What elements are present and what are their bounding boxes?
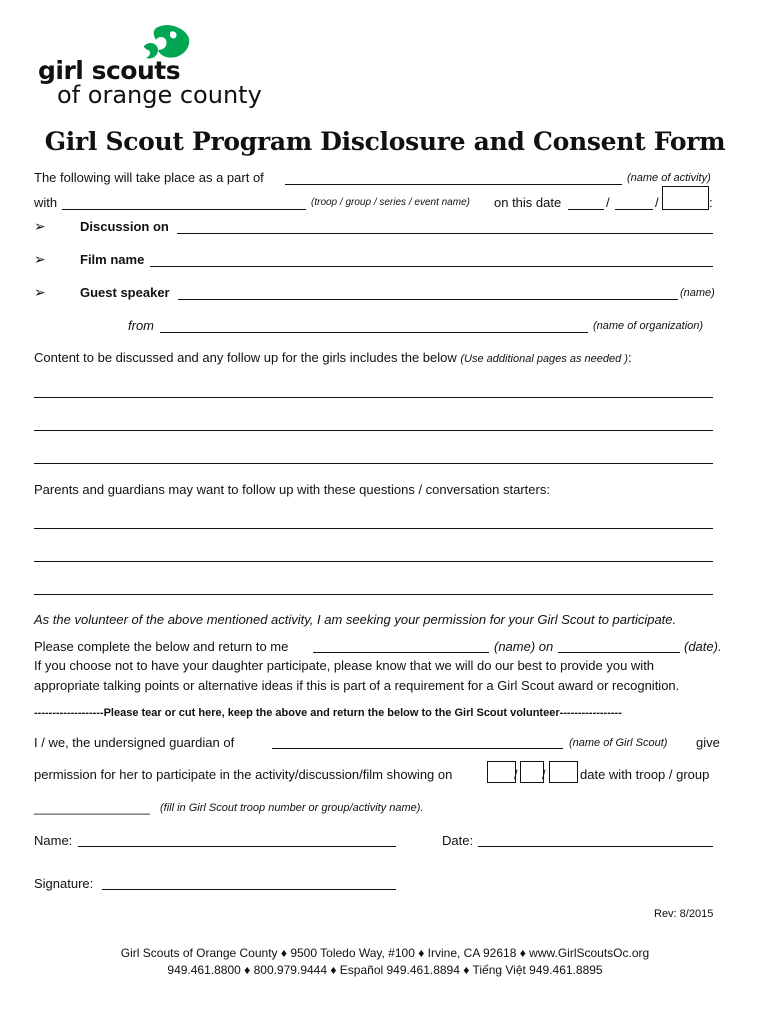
with-label: with — [34, 195, 58, 210]
questions-line[interactable] — [34, 528, 713, 529]
organization-hint: (name of organization) — [593, 320, 704, 332]
return-name-label: (name) on — [494, 639, 554, 654]
return-date-field[interactable] — [558, 652, 680, 653]
speaker-hint: (name) — [680, 287, 715, 299]
film-field[interactable] — [150, 266, 713, 267]
content-text: Content to be discussed and any follow up for the girls includes the below (Use additional pages as needed ): — [34, 350, 632, 365]
date-label: Date: — [442, 833, 474, 848]
logo-wordmark: girl scouts — [38, 56, 181, 85]
questions-line[interactable] — [34, 561, 713, 562]
signature-field[interactable] — [102, 889, 396, 890]
troop-hint: (troop / group / series / event name) — [311, 197, 470, 208]
discussion-field[interactable] — [177, 233, 713, 234]
film-label: Film name — [80, 252, 145, 267]
troop-fill-hint: (fill in Girl Scout troop number or group/activity name). — [160, 802, 424, 814]
content-line[interactable] — [34, 430, 713, 431]
speaker-field[interactable] — [178, 299, 678, 300]
permission-prefix: permission for her to participate in the activity/discussion/film showing on — [34, 767, 453, 782]
return-prefix: Please complete the below and return to me — [34, 639, 289, 654]
name-label: Name: — [34, 833, 73, 848]
date-slash-2: / — [655, 195, 659, 210]
permission-slash-1: / — [514, 767, 518, 782]
name-field[interactable] — [78, 846, 396, 847]
date-day-field[interactable] — [615, 209, 653, 210]
paragraph-line-2: appropriate talking points or alternative ideas if this is part of a requirement for a Girl Scout award or recognition. — [34, 678, 680, 693]
troop-name-field[interactable] — [62, 209, 306, 210]
girl-scout-hint: (name of Girl Scout) — [569, 737, 668, 749]
form-title: Girl Scout Program Disclosure and Consent Form — [44, 127, 726, 156]
arrow-bullet-icon: ➢ — [34, 284, 46, 300]
arrow-bullet-icon: ➢ — [34, 251, 46, 267]
footer-address: Girl Scouts of Orange County ♦ 9500 Toledo Way, #100 ♦ Irvine, CA 92618 ♦ www.GirlScoutsOc.org — [120, 946, 650, 960]
activity-hint: (name of activity) — [627, 172, 711, 184]
questions-line[interactable] — [34, 594, 713, 595]
troop-fill-underscores[interactable]: ________________ — [34, 800, 150, 815]
arrow-bullet-icon: ➢ — [34, 218, 46, 234]
content-line[interactable] — [34, 463, 713, 464]
date-slash-1: / — [606, 195, 610, 210]
give-label: give — [696, 735, 720, 750]
content-line[interactable] — [34, 397, 713, 398]
from-label: from — [128, 318, 154, 333]
guardian-prefix: I / we, the undersigned guardian of — [34, 735, 235, 750]
permission-day-box[interactable] — [520, 761, 544, 783]
return-name-field[interactable] — [313, 652, 489, 653]
permission-slash-2: / — [542, 767, 546, 782]
paragraph-line-1: If you choose not to have your daughter participate, please know that we will do our best to provide you with — [34, 658, 655, 673]
signature-label: Signature: — [34, 876, 94, 891]
volunteer-statement: As the volunteer of the above mentioned activity, I am seeking your permission for your Girl Scout to participate. — [34, 612, 677, 627]
signoff-date-field[interactable] — [478, 846, 713, 847]
parents-text: Parents and guardians may want to follow up with these questions / conversation starters: — [34, 482, 550, 497]
girl-scout-name-field[interactable] — [272, 748, 563, 749]
footer-phones: 949.461.8800 ♦ 800.979.9444 ♦ Español 949.461.8894 ♦ Tiếng Việt 949.461.8895 — [167, 963, 603, 977]
intro-text: The following will take place as a part of — [34, 170, 264, 185]
date-year-box[interactable] — [662, 186, 709, 210]
date-colon: : — [709, 195, 713, 210]
tear-line: -------------------Please tear or cut here, keep the above and return the below to the Girl Scout volunteer----------------- — [34, 707, 622, 719]
activity-name-field[interactable] — [285, 184, 622, 185]
speaker-label: Guest speaker — [80, 285, 170, 300]
discussion-label: Discussion on — [80, 219, 169, 234]
logo-subtitle: of orange county — [57, 81, 262, 109]
permission-year-box[interactable] — [549, 761, 578, 783]
return-date-label: (date). — [684, 639, 722, 654]
on-date-label: on this date — [494, 195, 562, 210]
date-month-field[interactable] — [568, 209, 604, 210]
permission-month-box[interactable] — [487, 761, 516, 783]
permission-suffix: date with troop / group — [580, 767, 710, 782]
revision-label: Rev: 8/2015 — [654, 908, 714, 920]
organization-field[interactable] — [160, 332, 588, 333]
